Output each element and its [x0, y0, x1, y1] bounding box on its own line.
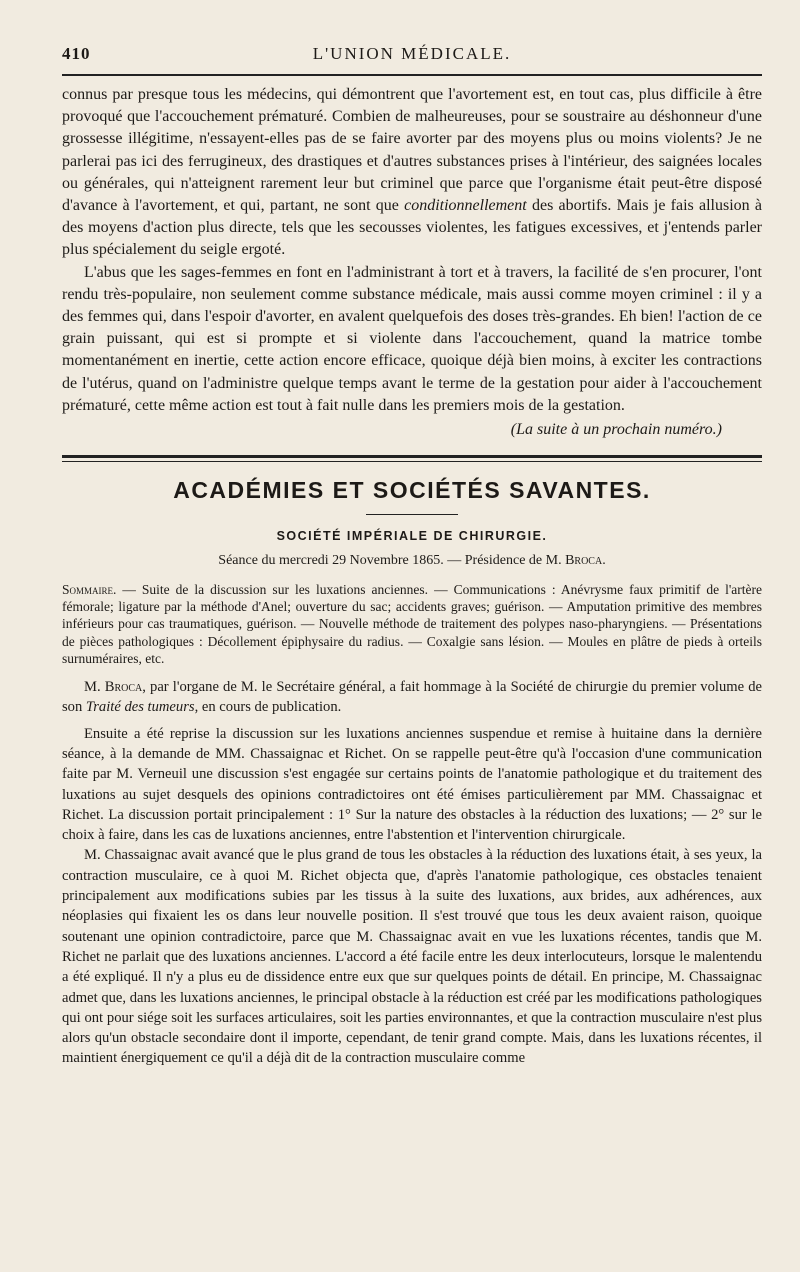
article-paragraph-2: L'abus que les sages-femmes en font en l'administrant à tort et à travers, la facilité de s'en procurer, l'ont rendu très-populaire, non seulement comme substance médicale, mais aussi comme moyen criminel : il y a des femmes qui, dans l'espoir d'avorter, en avalent quelquefois des doses très-grandes. Eh bien! l'action de ce grain puissant, qui est si prompte et si violente dans l'accouchement, quand la matrice tombe momentanément en inertie, cette action encore efficace, quoique déjà bien moins, à exciter les contractions de l'utérus, quand on l'administre quelque temps avant le terme de la gestation pour aider à l'accouchement prématuré, cette même action est tout à fait nulle dans les premiers mois de la gestation. [62, 263, 762, 414]
page-number: 410 [62, 44, 91, 63]
session-president: Broca [565, 553, 603, 569]
session-suffix: . [602, 553, 606, 569]
journal-title: L'UNION MÉDICALE. [312, 44, 512, 63]
article-paragraph-1-after: des abortifs. Mais je fais allusion à des moyens d'action plus directe, tels que les secousses violentes, les fatigues excessives, et j'entends parler plus spécialement du seigle ergoté. [62, 197, 762, 259]
report-paragraph-1-name: M. Broca [84, 679, 143, 696]
report-paragraph-2: Ensuite a été reprise la discussion sur les luxations anciennes suspendue et remise à huitaine dans la dernière séance, à la demande de MM. Chassaignac et Richet. On se rappelle peut-être qu'à l'occasion d'une communication faite par M. Verneuil une discussion s'est engagée sur certains points de l'anatomie pathologique et du traitement des luxations au sujet desquels des opinions contradictoires ont été émises particulièrement par MM. Chassaignac et Richet. La discussion portait principalement : 1° Sur la nature des obstacles à la réduction des luxations; — 2° sur le choix à faire, dans les cas de luxations anciennes, entre l'abstention et l'intervention chirurgicale. [62, 725, 762, 844]
continuation-note: (La suite à un prochain numéro.) [510, 421, 722, 439]
section-title-rule [366, 514, 458, 515]
session-line [62, 551, 762, 571]
society-title: SOCIÉTÉ IMPÉRIALE DE CHIRURGIE. [276, 529, 548, 544]
article-paragraph-1 [62, 84, 762, 262]
section-title: ACADÉMIES ET SOCIÉTÉS SAVANTES. [173, 477, 651, 504]
report-paragraph-1-before: , par l'organe de M. le Secrétaire général, a fait hommage à la Société de chirurgie du premier volume de son [62, 679, 762, 716]
summary-label: Sommaire. [62, 582, 117, 598]
running-head [62, 38, 762, 64]
article-paragraph-1-before: connus par presque tous les médecins, qui démontrent que l'avortement est, en tout cas, plus difficile à être provoqué que l'accouchement prématuré. Combien de malheureuses, pour se soustraire au déshonneur d'une grossesse illégitime, n'essayent-elles pas de se faire avorter par des moyens plus ou moins violents? Je ne parlerai pas ici des ferrugineux, des drastiques et d'autres substances prises à l'intérieur, des saignées locales ou générales, qui n'atteignent rarement leur but criminel que parce que l'organisme était peut-être disposé d'avance à l'avortement, et qui, partant, ne sont que [62, 86, 762, 215]
header-rule [62, 74, 762, 76]
report-paragraph-1 [62, 677, 762, 718]
report-paragraph-1-after: , en cours de publication. [194, 699, 342, 716]
report-paragraph-3: M. Chassaignac avait avancé que le plus grand de tous les obstacles à la réduction des luxations était, à ses yeux, la contraction musculaire, ce à quoi M. Richet objecta que, d'après l'anatomie pathologique, ces obstacles tenaient principalement aux modifications subies par les tissus à la suite des luxations, aux brides, aux adhérences, aux néoplasies qui fixaient les os dans leur nouvelle position. Il s'est trouvé que tous les deux avaient raison, quoique soutenant une opinion contradictoire, parce que M. Chassaignac avait en vue les luxations récentes, tandis que M. Richet ne parlait que des luxations anciennes. L'accord a été facile entre les deux interlocuteurs, lorsque le malentendu a été expliqué. Il n'y a plus eu de dissidence entre eux que sur quelques points de détail. En principe, M. Chassaignac admet que, dans les luxations anciennes, le principal obstacle à la réduction est créé par les modifications pathologiques qui ont pour siége soit les surfaces articulaires, soit les parties environnantes, et que la contraction musculaire n'est plus alors qu'un obstacle secondaire dont il importe, cependant, de tenir grand compte. Mais, dans les luxations récentes, il maintient énergiquement ce qu'il a déjà dit de la contraction musculaire comme [62, 847, 762, 1067]
report-paragraph-1-title: Traité des tumeurs [85, 699, 195, 716]
session-summary [62, 581, 762, 667]
summary-text: — Suite de la discussion sur les luxations anciennes. — Communications : Anévrysme faux primitif de l'artère fémorale; ligature par la méthode d'Anel; ouverture du sac; accidents graves; guérison. — Amputation primitive des membres inférieurs pour cas traumatiques, guérison. — Nouvelle méthode de traitement des polypes naso-pharyngiens. — Présentations de pièces pathologiques : Décollement épiphysaire du radius. — Coxalgie sans lésion. — Moules en plâtre de pieds à orteils surnuméraires, etc. [62, 582, 762, 666]
article-paragraph-1-emphasis: conditionnellement [404, 197, 527, 215]
section-divider [62, 455, 762, 462]
session-prefix: Séance du mercredi 29 Novembre 1865. — Présidence de M. [218, 553, 566, 569]
